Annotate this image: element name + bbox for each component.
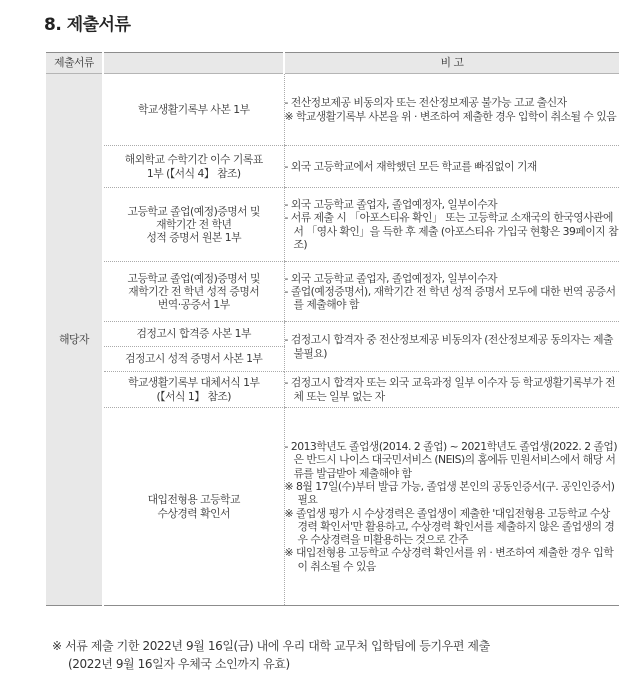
submission-deadline-note (52, 637, 612, 673)
document-name: 검정고시 성적 증명서 사본 1부 (103, 347, 284, 372)
remarks-cell: - 전산정보제공 비동의자 또는 전산정보제공 불가능 고교 출신자 ※ 학교생활기록부 사본을 위 · 변조하여 제출한 경우 입학이 취소될 수 있음 (284, 74, 619, 146)
table-row (46, 74, 619, 146)
document-name: 학교생활기록부 대체서식 1부 (【서식 1】 참조) (103, 372, 284, 408)
document-name: 학교생활기록부 사본 1부 (103, 74, 284, 146)
table-row (46, 188, 619, 262)
document-name: 대입전형용 고등학교 수상경력 확인서 (103, 408, 284, 606)
section-title: 8. 제출서류 (44, 15, 131, 35)
table-row (46, 372, 619, 408)
remarks-cell: - 외국 고등학교 졸업자, 졸업예정자, 일부이수자 - 서류 제출 시 「아포스티유 확인」 또는 고등학교 소재국의 한국영사관에서 「영사 확인」을 득한 후 제출 (아포스티유 가입국 현황은 39페이지 참조) (284, 188, 619, 262)
documents-table (46, 52, 619, 606)
table-row (46, 146, 619, 188)
remarks-cell: - 2013학년도 졸업생(2014. 2 졸업) ~ 2021학년도 졸업생(2022. 2 졸업) 은 반드시 나이스 대국민서비스 (NEIS)의 홈에듀 민원서비스에서 해당 서류를 발급받아 제출해야 함 ※ 8월 17일(수)부터 발급 가능, 졸업생 본인의 공동인증서(구. 공인인증서) 필요 ※ 졸업생 평가 시 수상경력은 졸업생이 제출한 '대입전형용 고등학교 수상경력 확인서'만 활용하고, 수상경력 확인서를 제출하지 않은 졸업생의 경우 수상경력을 미활용하는 것으로 간주 ※ 대입전형용 고등학교 수상경력 확인서를 위 · 변조하여 제출한 경우 입학이 취소될 수 있음 (284, 408, 619, 606)
remarks-cell: - 외국 고등학교에서 재학했던 모든 학교를 빠짐없이 기재 (284, 146, 619, 188)
document-name: 고등학교 졸업(예정)증명서 및 재학기간 전 학년 성적 증명서 번역·공증서 1부 (103, 262, 284, 322)
remarks-cell: - 검정고시 합격자 또는 외국 교육과정 일부 이수자 등 학교생활기록부가 전체 또는 일부 없는 자 (284, 372, 619, 408)
document-name: 검정고시 합격증 사본 1부 (103, 322, 284, 347)
header-document (103, 53, 284, 74)
table-row (46, 408, 619, 606)
table-row (46, 322, 619, 347)
table-header-row (46, 53, 619, 74)
table-row (46, 262, 619, 322)
header-category: 제출서류 (46, 53, 103, 74)
remarks-cell: - 외국 고등학교 졸업자, 졸업예정자, 일부이수자 - 졸업(예정증명서), 재학기간 전 학년 성적 증명서 모두에 대한 번역 공증서를 제출해야 함 (284, 262, 619, 322)
remarks-cell: - 검정고시 합격자 중 전산정보제공 비동의자 (전산정보제공 동의자는 제출 불필요) (284, 322, 619, 372)
document-name: 고등학교 졸업(예정)증명서 및 재학기간 전 학년 성적 증명서 원본 1부 (103, 188, 284, 262)
deadline-line: ※ 서류 제출 기한 2022년 9월 16일(금) 내에 우리 대학 교무처 입학팀에 등기우편 제출 (52, 639, 490, 653)
category-cell: 해당자 (46, 74, 103, 606)
header-remarks: 비 고 (284, 53, 619, 74)
document-name: 해외학교 수학기간 이수 기록표 1부 (【서식 4】 참조) (103, 146, 284, 188)
postmark-line: (2022년 9월 16일자 우체국 소인까지 유효) (68, 657, 290, 671)
